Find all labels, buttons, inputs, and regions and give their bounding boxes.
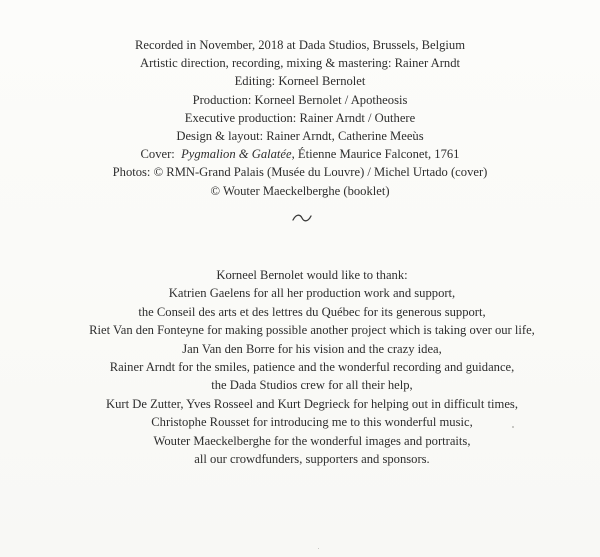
tilde-ornament-icon [291,212,313,224]
credit-production: Production: Korneel Bernolet / Apotheosis [192,92,408,107]
credit-cover-rest: , Étienne Maurice Falconet, 1761 [291,147,460,162]
thanks-line: Riet Van den Fonteyne for making possible another project which is taking over our life, [89,323,535,338]
thanks-line: Rainer Arndt for the smiles, patience and the wonderful recording and guidance, [109,360,515,375]
credit-photos-booklet: © Wouter Maeckelberghe (booklet) [210,183,390,198]
thanks-intro: Korneel Bernolet would like to thank: [216,268,408,282]
credit-editing: Editing: Korneel Bernolet [234,74,366,89]
thanks-line: the Dada Studios crew for all their help, [211,378,413,393]
thanks-line: all our crowdfunders, supporters and sponsors. [194,452,430,467]
credit-executive-production: Executive production: Rainer Arndt / Outhere [184,110,416,125]
credit-cover-prefix: Cover: [140,147,175,162]
thanks-line: Katrien Gaelens for all her production work and support, [168,286,456,301]
credit-photos: Photos: © RMN-Grand Palais (Musée du Louvre) / Michel Urtado (cover) [112,165,488,180]
thanks-line: Kurt De Zutter, Yves Rosseel and Kurt Degrieck for helping out in difficult times, [106,396,518,411]
paper-speck [512,426,514,428]
paper-speck [318,548,319,549]
thanks-line: Wouter Maeckelberghe for the wonderful images and portraits, [153,433,471,448]
credit-cover [0,145,600,163]
thanks-line: Christophe Rousset for introducing me to this wonderful music, [151,415,473,430]
credit-design-layout: Design & layout: Rainer Arndt, Catherine Meeùs [176,129,424,144]
credits-block [0,36,600,200]
credit-cover-title: Pygmalion & Galatée [181,147,292,162]
thanks-line: Jan Van den Borre for his vision and the crazy idea, [182,341,442,356]
credit-recorded: Recorded in November, 2018 at Dada Studios, Brussels, Belgium [134,38,466,52]
acknowledgements-block [0,266,600,468]
credit-artistic-direction: Artistic direction, recording, mixing & mastering: Rainer Arndt [139,56,461,71]
thanks-line: the Conseil des arts et des lettres du Québec for its generous support, [138,304,486,319]
